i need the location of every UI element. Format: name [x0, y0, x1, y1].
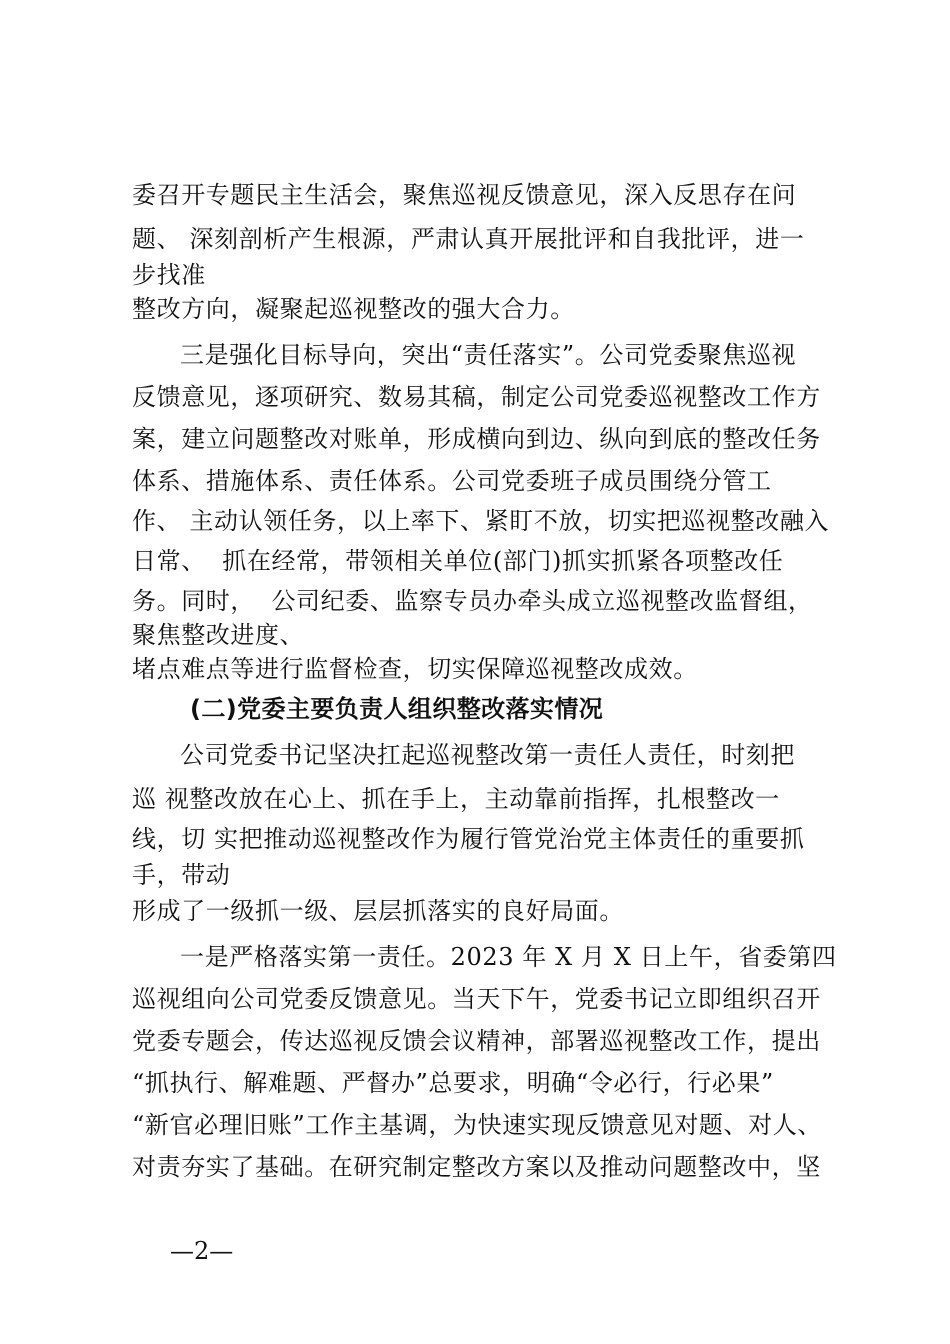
text-line: 委召开专题民主生活会，聚焦巡视反馈意见，深入反思存在问	[132, 181, 797, 209]
text-line: “抓执行、解难题、严督办”总要求，明确“令必行，行必果”	[132, 1069, 774, 1097]
text-line: 巡视组向公司党委反馈意见。当天下午，党委书记立即组织召开	[132, 985, 821, 1013]
text-line: 聚焦整改进度、	[132, 621, 305, 649]
text-line: 日常、 抓在经常，带领相关单位(部门)抓实抓紧各项整改任	[132, 547, 784, 575]
text-line: 整改方向，凝聚起巡视整改的强大合力。	[132, 295, 575, 323]
text-line: 作、 主动认领任务，以上率下、紧盯不放，切实把巡视整改融入	[132, 507, 830, 535]
text-line: 三是强化目标导向，突出“责任落实”。公司党委聚焦巡视	[180, 341, 797, 369]
text-line: 线，切 实把推动巡视整改作为履行管党治党主体责任的重要抓	[132, 825, 805, 853]
text-line: 堵点难点等进行监督检查，切实保障巡视整改成效。	[132, 655, 698, 683]
text-line: 务。同时， 公司纪委、监察专员办牵头成立巡视整改监督组，	[132, 587, 813, 615]
text-line: 巡 视整改放在心上、抓在手上，主动靠前指挥，扎根整改一	[132, 785, 780, 813]
text-line: 反馈意见，逐项研究、数易其稿，制定公司党委巡视整改工作方	[132, 383, 821, 411]
text-line: 体系、措施体系、责任体系。公司党委班子成员围绕分管工	[132, 467, 772, 495]
text-line: 对责夯实了基础。在研究制定整改方案以及推动问题整改中，坚	[132, 1153, 821, 1181]
text-line: 一是严格落实第一责任。2023 年 X 月 X 日上午，省委第四	[180, 943, 837, 971]
section-heading: (二)党委主要负责人组织整改落实情况	[190, 695, 604, 723]
text-line: 党委专题会，传达巡视反馈会议精神，部署巡视整改工作，提出	[132, 1027, 821, 1055]
text-line: 手，带动	[132, 861, 231, 889]
text-line: 案，建立问题整改对账单，形成横向到边、纵向到底的整改任务	[132, 425, 821, 453]
text-line: 题、 深刻剖析产生根源，严肃认真开展批评和自我批评，进一	[132, 225, 805, 253]
text-line: 形成了一级抓一级、层层抓落实的良好局面。	[132, 897, 624, 925]
page-number: —2—	[170, 1237, 234, 1265]
text-line: “新官必理旧账”工作主基调，为快速实现反馈意见对题、对人、	[132, 1111, 822, 1139]
text-line: 步找准	[132, 261, 206, 289]
text-line: 公司党委书记坚决扛起巡视整改第一责任人责任，时刻把	[180, 741, 795, 769]
